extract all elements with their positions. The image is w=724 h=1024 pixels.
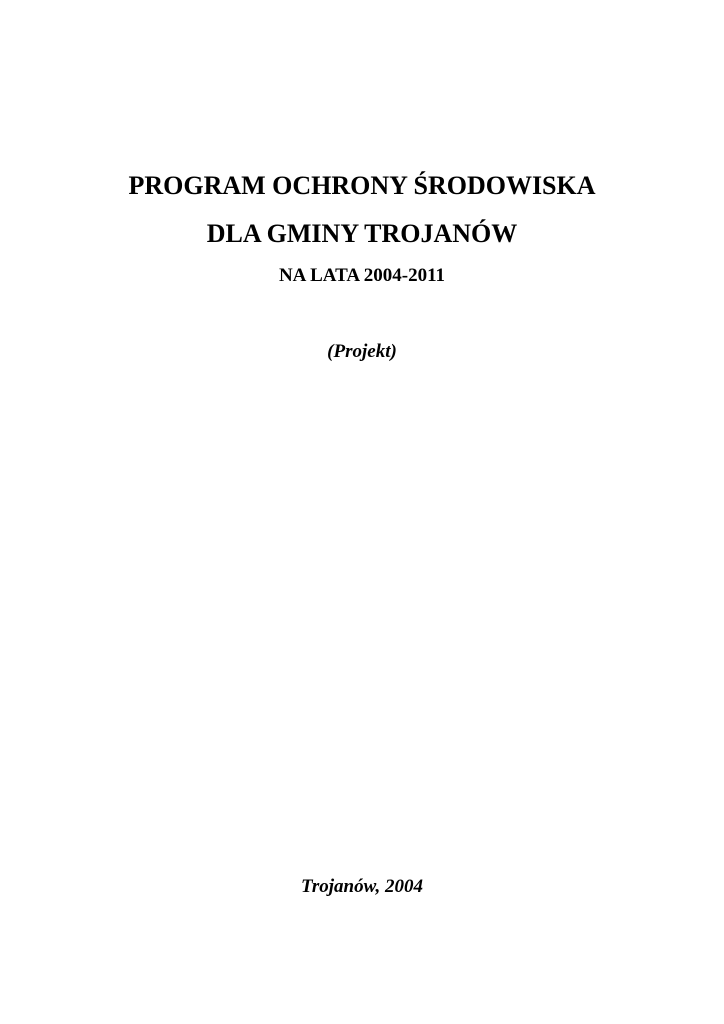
document-title-line-2: DLA GMINY TROJANÓW (206, 219, 518, 248)
document-title-line-1: PROGRAM OCHRONY ŚRODOWISKA (128, 171, 596, 200)
draft-label: (Projekt) (327, 341, 397, 362)
place-and-date: Trojanów, 2004 (300, 876, 424, 897)
document-subtitle: NA LATA 2004-2011 (278, 265, 446, 286)
